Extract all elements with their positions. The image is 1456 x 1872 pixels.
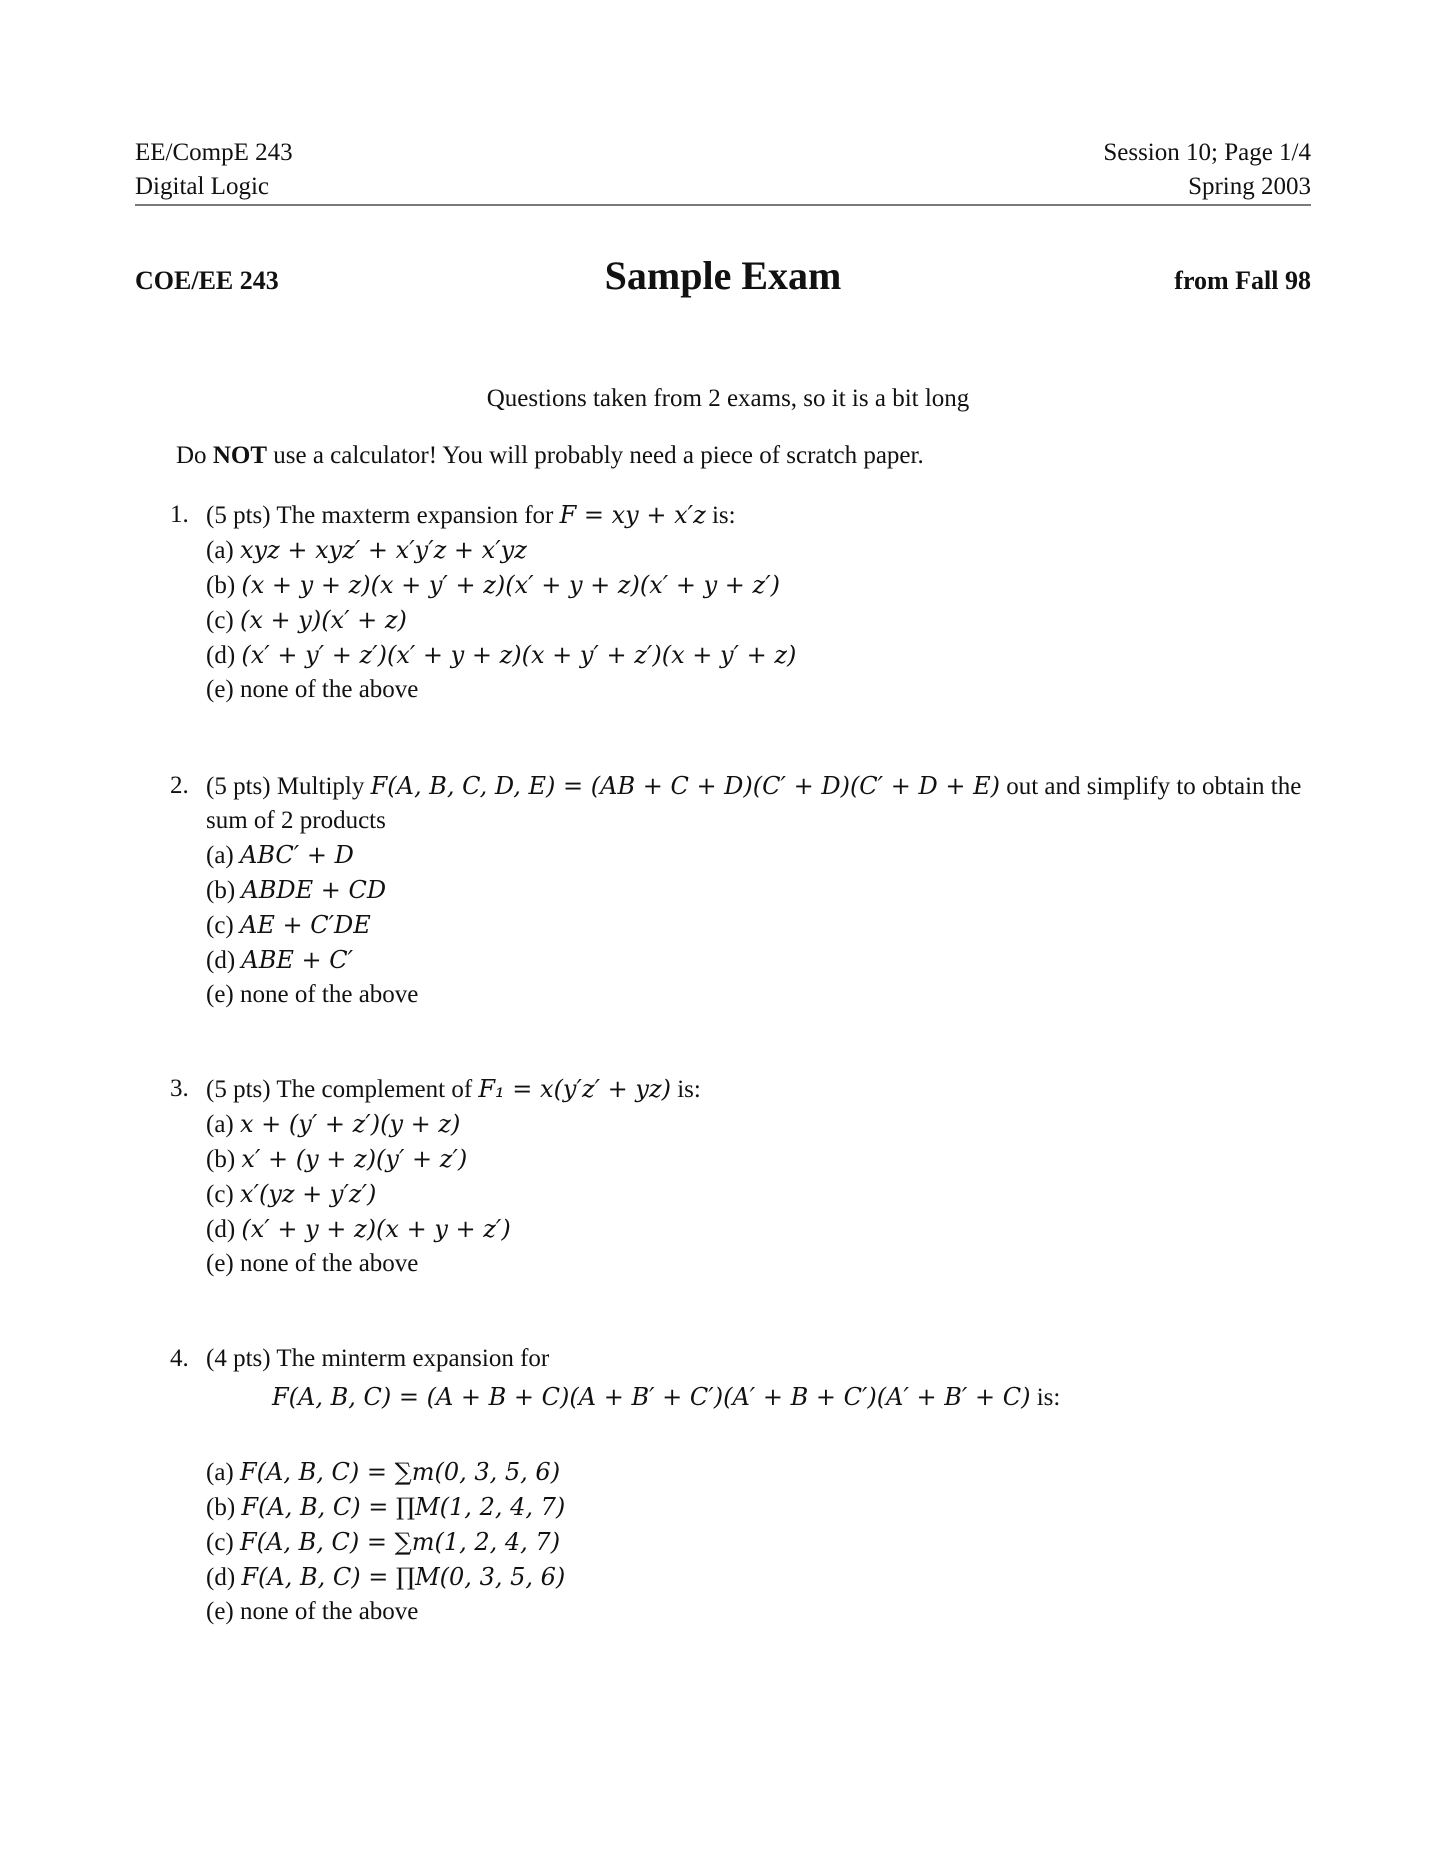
prompt-text: (5 pts) Multiply xyxy=(206,773,371,800)
display-text-after: is: xyxy=(1030,1384,1061,1411)
header-subject: Digital Logic xyxy=(135,173,269,200)
answer-option-c xyxy=(170,603,1315,638)
answer-option-e xyxy=(170,1247,1315,1281)
question-number: 4. xyxy=(170,1345,189,1372)
answer-option-b xyxy=(170,1490,1315,1525)
question-prompt xyxy=(170,769,1315,838)
option-label: (c) xyxy=(206,1181,240,1208)
option-math: x′(yz + y′z′) xyxy=(240,1180,377,1208)
answer-option-d xyxy=(170,1560,1315,1595)
option-label: (b) xyxy=(206,1494,242,1521)
display-equation xyxy=(170,1380,1315,1415)
option-label: (e) xyxy=(206,1598,240,1625)
option-math: ABE + C′ xyxy=(241,946,354,974)
option-label: (a) xyxy=(206,537,240,564)
option-label: (b) xyxy=(206,877,242,904)
header-right xyxy=(1103,136,1311,204)
question-number: 2. xyxy=(170,772,189,799)
option-label: (c) xyxy=(206,1529,240,1556)
option-label: (a) xyxy=(206,842,240,869)
prompt-text-after: is: xyxy=(670,1076,701,1103)
question-2 xyxy=(170,769,1315,1012)
option-label: (d) xyxy=(206,642,242,669)
option-math: AE + C′DE xyxy=(240,911,371,939)
prompt-text: (5 pts) The maxterm expansion for xyxy=(206,502,560,529)
option-math: x′ + (y + z)(y′ + z′) xyxy=(241,1145,468,1173)
answer-option-a xyxy=(170,1107,1315,1142)
option-label: (d) xyxy=(206,1216,242,1243)
answer-option-d xyxy=(170,943,1315,978)
prompt-text-after: out and simplify to obtain the sum of 2 products xyxy=(206,773,1302,834)
option-label: (e) xyxy=(206,981,240,1008)
question-4 xyxy=(170,1342,1315,1629)
answer-option-c xyxy=(170,1525,1315,1560)
option-math: xyz + xyz′ + x′y′z + x′yz xyxy=(240,536,527,564)
option-text: none of the above xyxy=(240,1250,419,1277)
option-math: (x′ + y + z)(x + y + z′) xyxy=(241,1215,511,1243)
option-label: (d) xyxy=(206,947,242,974)
instructions-after: use a calculator! You will probably need a piece of scratch paper. xyxy=(267,442,924,469)
option-math: F(A, B, C) = ∏M(0, 3, 5, 6) xyxy=(241,1563,566,1591)
display-math: F(A, B, C) = (A + B + C)(A + B′ + C′)(A′ + B + C′)(A′ + B′ + C) xyxy=(272,1383,1031,1411)
question-1 xyxy=(170,498,1315,707)
course-code: COE/EE 243 xyxy=(135,266,279,295)
answer-option-e xyxy=(170,978,1315,1012)
prompt-math: F(A, B, C, D, E) = (AB + C + D)(C′ + D)(C′ + D + E) xyxy=(370,772,1000,800)
option-math: (x + y + z)(x + y′ + z)(x′ + y + z)(x′ + y + z′) xyxy=(241,571,780,599)
option-math: (x′ + y′ + z′)(x′ + y + z)(x + y′ + z′)(x + y′ + z) xyxy=(241,641,797,669)
question-prompt xyxy=(170,1072,1315,1107)
question-number: 3. xyxy=(170,1075,189,1102)
exam-note: Questions taken from 2 exams, so it is a bit long xyxy=(486,385,970,412)
prompt-math: F₁ = x(y′z′ + yz) xyxy=(478,1075,671,1103)
answer-option-d xyxy=(170,1212,1315,1247)
answer-option-a xyxy=(170,1455,1315,1490)
option-math: F(A, B, C) = ∑m(1, 2, 4, 7) xyxy=(240,1528,561,1556)
header-semester: Spring 2003 xyxy=(1188,173,1311,200)
header-course: EE/CompE 243 xyxy=(135,139,293,166)
title-row xyxy=(135,252,1311,312)
question-3 xyxy=(170,1072,1315,1281)
option-label: (b) xyxy=(206,1146,242,1173)
option-math: ABDE + CD xyxy=(241,876,387,904)
instructions xyxy=(176,442,924,470)
answer-option-a xyxy=(170,533,1315,568)
instructions-emphasis: NOT xyxy=(212,442,267,469)
option-label: (b) xyxy=(206,572,242,599)
answer-option-e xyxy=(170,1595,1315,1629)
option-label: (a) xyxy=(206,1459,240,1486)
prompt-wrap xyxy=(206,769,1315,838)
prompt-text: (4 pts) The minterm expansion for xyxy=(206,1345,550,1372)
prompt-text: (5 pts) The complement of xyxy=(206,1076,479,1103)
option-label: (e) xyxy=(206,676,240,703)
instructions-before: Do xyxy=(176,442,213,469)
answer-option-b xyxy=(170,568,1315,603)
answer-option-e xyxy=(170,673,1315,707)
answer-option-a xyxy=(170,838,1315,873)
option-label: (a) xyxy=(206,1111,240,1138)
header-left xyxy=(135,136,293,204)
option-label: (e) xyxy=(206,1250,240,1277)
answer-option-d xyxy=(170,638,1315,673)
option-label: (c) xyxy=(206,607,240,634)
header-session-page: Session 10; Page 1/4 xyxy=(1103,139,1311,166)
option-math: ABC′ + D xyxy=(240,841,354,869)
answer-option-b xyxy=(170,1142,1315,1177)
option-math: F(A, B, C) = ∏M(1, 2, 4, 7) xyxy=(241,1493,566,1521)
prompt-text-after: is: xyxy=(705,502,736,529)
option-text: none of the above xyxy=(240,981,419,1008)
question-prompt xyxy=(170,498,1315,533)
option-label: (d) xyxy=(206,1564,242,1591)
question-prompt xyxy=(170,1342,1315,1376)
question-number: 1. xyxy=(170,501,189,528)
option-math: (x + y)(x′ + z) xyxy=(240,606,407,634)
prompt-math: F = xy + x′z xyxy=(559,501,706,529)
option-text: none of the above xyxy=(240,676,419,703)
source-semester: from Fall 98 xyxy=(1174,266,1311,295)
option-label: (c) xyxy=(206,912,240,939)
answer-option-c xyxy=(170,908,1315,943)
header-divider xyxy=(135,204,1311,206)
answer-option-c xyxy=(170,1177,1315,1212)
option-text: none of the above xyxy=(240,1598,419,1625)
answer-option-b xyxy=(170,873,1315,908)
page-title: Sample Exam xyxy=(604,253,842,298)
option-math: x + (y′ + z′)(y + z) xyxy=(240,1110,461,1138)
option-math: F(A, B, C) = ∑m(0, 3, 5, 6) xyxy=(240,1458,561,1486)
